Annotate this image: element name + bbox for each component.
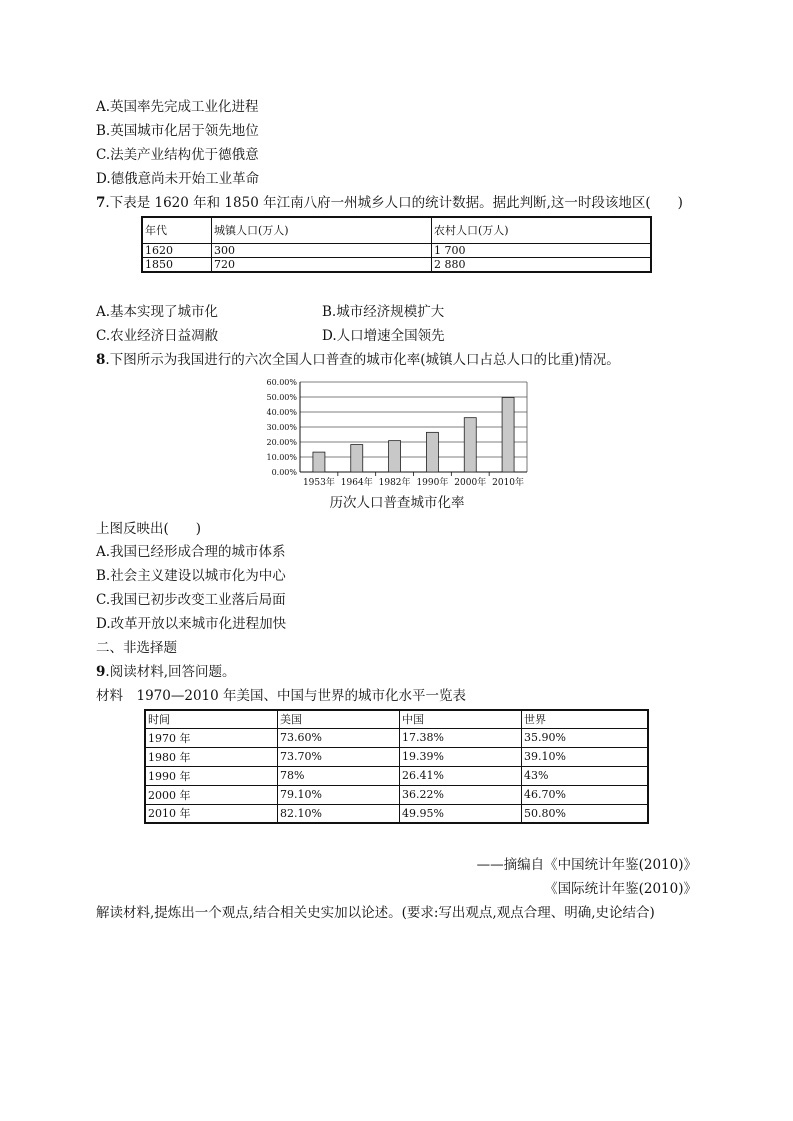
table-cell: 50.80% [522, 804, 649, 823]
table-cell: 39.10% [522, 747, 649, 766]
y-tick-label: 40.00% [266, 408, 297, 417]
q9-header-world: 世界 [522, 710, 649, 728]
q8-after-text: 上图反映出( ) [96, 521, 202, 537]
q9-table [144, 709, 649, 824]
q7-option-c: C.农业经济日益凋敝 [96, 328, 219, 344]
q9-header-china: 中国 [400, 710, 522, 728]
chart-bars [313, 397, 514, 472]
table-row [142, 257, 651, 272]
table-cell: 73.70% [278, 747, 400, 766]
bar-1953年 [313, 452, 325, 472]
table-cell: 2010 年 [145, 804, 278, 823]
y-tick-label: 30.00% [266, 423, 297, 432]
table-cell: 73.60% [278, 728, 400, 747]
x-tick-label: 1990年 [416, 478, 449, 488]
table-cell: 17.38% [400, 728, 522, 747]
q7-stem-text: .下表是 1620 年和 1850 年江南八府一州城乡人口的统计数据。据此判断,这一时段该地区( ) [105, 195, 683, 211]
q9-header-time: 时间 [145, 710, 278, 728]
table-cell: 1620 [142, 243, 212, 257]
table-cell: 1990 年 [145, 766, 278, 785]
q9-header-usa: 美国 [278, 710, 400, 728]
table-cell: 1980 年 [145, 747, 278, 766]
table-cell: 49.95% [400, 804, 522, 823]
table-cell: 36.22% [400, 785, 522, 804]
q9-question: 解读材料,提炼出一个观点,结合相关史实加以论述。(要求:写出观点,观点合理、明确,史论结合) [96, 905, 655, 921]
q9-number: 9 [96, 664, 106, 680]
table-row [145, 747, 648, 766]
urbanization-bar-chart [255, 372, 545, 492]
bar-1990年 [426, 432, 438, 472]
table-cell: 79.10% [278, 785, 400, 804]
table-row [145, 804, 648, 823]
bar-2010年 [502, 397, 514, 472]
q7-header-year: 年代 [142, 217, 212, 243]
table-cell: 1 700 [432, 243, 652, 257]
q8-option-c: C.我国已初步改变工业落后局面 [96, 592, 286, 608]
q9-table-header [145, 710, 648, 728]
bar-1964年 [351, 445, 363, 472]
table-row [142, 243, 651, 257]
bar-2000年 [464, 418, 476, 472]
table-row [145, 766, 648, 785]
q8-stem [96, 350, 620, 370]
table-cell: 300 [212, 243, 432, 257]
table-cell: 2 880 [432, 257, 652, 272]
q8-stem-text: .下图所示为我国进行的六次全国人口普查的城市化率(城镇人口占总人口的比重)情况。 [105, 352, 620, 368]
q8-option-a: A.我国已经形成合理的城市体系 [96, 544, 286, 560]
table-cell: 19.39% [400, 747, 522, 766]
q7-table [141, 216, 652, 273]
x-tick-label: 1953年 [302, 478, 335, 488]
q7-option-b: B.城市经济规模扩大 [322, 304, 445, 320]
table-cell: 1970 年 [145, 728, 278, 747]
x-tick-label: 1982年 [378, 478, 411, 488]
x-tick-label: 1964年 [340, 478, 373, 488]
q9-source-1: ——摘编自《中国统计年鉴(2010)》 [476, 857, 697, 873]
q9-source-2: 《国际统计年鉴(2010)》 [544, 881, 697, 897]
q8-number: 8 [96, 352, 106, 368]
x-tick-label: 2010年 [492, 478, 525, 488]
y-tick-label: 50.00% [266, 393, 297, 402]
table-row [145, 728, 648, 747]
q9-material: 材料 1970—2010 年美国、中国与世界的城市化水平一览表 [96, 688, 467, 704]
y-tick-label: 0.00% [271, 468, 297, 477]
q7-number: 7 [96, 195, 106, 211]
y-tick-label: 60.00% [266, 378, 297, 387]
chart-grid [300, 382, 527, 472]
q7-option-d: D.人口增速全国领先 [322, 328, 445, 344]
q9-stem-text: .阅读材料,回答问题。 [105, 664, 236, 680]
q6-option-d: D.德俄意尚未开始工业革命 [96, 171, 260, 187]
q7-stem [96, 193, 683, 213]
q8-option-b: B.社会主义建设以城市化为中心 [96, 568, 286, 584]
table-row [145, 785, 648, 804]
q7-header-urban: 城镇人口(万人) [212, 217, 432, 243]
q6-option-a: A.英国率先完成工业化进程 [96, 99, 259, 115]
table-cell: 43% [522, 766, 649, 785]
section-2-heading: 二、非选择题 [96, 640, 177, 656]
q7-table-header [142, 217, 651, 243]
y-tick-label: 20.00% [266, 438, 297, 447]
q9-stem [96, 662, 236, 682]
chart-y-ticks [266, 378, 297, 477]
chart-x-ticks [303, 472, 524, 488]
q8-option-d: D.改革开放以来城市化进程加快 [96, 616, 287, 632]
table-cell: 82.10% [278, 804, 400, 823]
bar-1982年 [389, 441, 401, 472]
x-tick-label: 2000年 [454, 478, 487, 488]
table-cell: 78% [278, 766, 400, 785]
table-cell: 1850 [142, 257, 212, 272]
table-cell: 2000 年 [145, 785, 278, 804]
table-cell: 46.70% [522, 785, 649, 804]
table-cell: 720 [212, 257, 432, 272]
table-cell: 35.90% [522, 728, 649, 747]
q6-option-c: C.法美产业结构优于德俄意 [96, 147, 259, 163]
q7-option-a: A.基本实现了城市化 [96, 304, 219, 320]
q7-header-rural: 农村人口(万人) [432, 217, 652, 243]
table-cell: 26.41% [400, 766, 522, 785]
y-tick-label: 10.00% [266, 453, 297, 462]
chart-caption: 历次人口普查城市化率 [329, 495, 465, 511]
q6-option-b: B.英国城市化居于领先地位 [96, 123, 259, 139]
